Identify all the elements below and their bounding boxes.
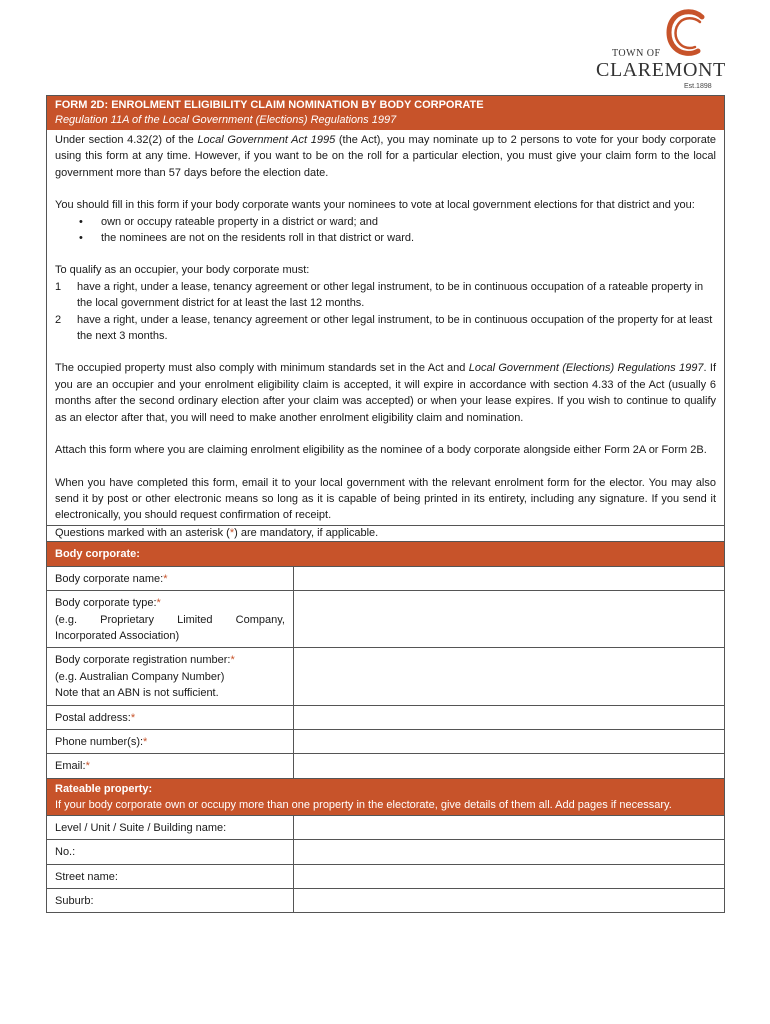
field-label: Level / Unit / Suite / Building name:: [47, 816, 294, 839]
form-title: FORM 2D: ENROLMENT ELIGIBILITY CLAIM NOMINATION BY BODY CORPORATE: [55, 99, 484, 111]
postal-address-field[interactable]: [294, 706, 724, 729]
instruction-paragraph-4: The occupied property must also comply with minimum standards set in the Act and Local Government (Elections) Regulations 1997. If you are an occupier and your enrolment eligibility claim is accepted, it will expire in accordance with section 4.33 of the Act (usually 6 months after the second ordinary election after your claim was accepted) or when your lease expires. If you wish to continue to qualify as an elector after that, you will need to make another enrolment eligibility claim and nomination.: [55, 362, 717, 424]
row-registration-number: [47, 648, 724, 705]
row-email: [47, 754, 724, 778]
row-body-corporate-type: [47, 591, 724, 648]
regulation-name: Local Government (Elections) Regulations 1997: [468, 362, 704, 375]
form-instructions: [47, 130, 724, 526]
list-item: • the nominees are not on the residents roll in that district or ward.: [101, 230, 716, 246]
field-label: Postal address:*: [47, 706, 294, 729]
row-street-name: [47, 865, 724, 889]
rateable-property-instructions: If your body corporate own or occupy more than one property in the electorate, give details of them all. Add pages if necessary.: [55, 798, 672, 811]
form-2d: [46, 95, 725, 913]
instruction-paragraph-3: To qualify as an occupier, your body corporate must:: [55, 264, 310, 277]
row-body-corporate-name: [47, 567, 724, 591]
section-rateable-property-heading: [47, 779, 724, 816]
street-name-field[interactable]: [294, 865, 724, 888]
suburb-field[interactable]: [294, 889, 724, 912]
form-header: [47, 96, 724, 130]
asterisk: *: [229, 526, 235, 539]
row-postal-address: [47, 706, 724, 730]
field-label: Street name:: [47, 865, 294, 888]
field-label: Email:*: [47, 754, 294, 777]
field-label: Body corporate name:*: [47, 567, 294, 590]
body-corporate-name-field[interactable]: [294, 567, 724, 590]
instruction-paragraph-6: When you have completed this form, email it to your local government with the relevant enrolment form for the elector. You may also send it by post or other electronic means so long as it is capable of being printed in its entirety, including any signature. If you send it electronically, you should request confirmation of receipt.: [55, 476, 716, 522]
phone-numbers-field[interactable]: [294, 730, 724, 753]
registration-number-field[interactable]: [294, 648, 724, 704]
field-label: Phone number(s):*: [47, 730, 294, 753]
email-field[interactable]: [294, 754, 724, 777]
instruction-paragraph-5: Attach this form where you are claiming enrolment eligibility as the nominee of a body corporate alongside either Form 2A or Form 2B.: [55, 444, 707, 457]
rateable-property-title: Rateable property:: [55, 782, 153, 795]
occupier-requirements-list: [55, 279, 716, 345]
town-logo: [590, 8, 726, 94]
street-number-field[interactable]: [294, 840, 724, 863]
mandatory-note: Questions marked with an asterisk (*) are mandatory, if applicable.: [47, 526, 724, 542]
building-name-field[interactable]: [294, 816, 724, 839]
field-label: Body corporate type:* (e.g. Proprietary Limited Company, Incorporated Association): [47, 591, 294, 647]
logo-town-of: TOWN OF: [612, 48, 661, 59]
row-phone-numbers: [47, 730, 724, 754]
field-label: Suburb:: [47, 889, 294, 912]
section-body-corporate-heading: Body corporate:: [47, 542, 724, 567]
instruction-paragraph-1: Under section 4.32(2) of the Local Government Act 1995 (the Act), you may nominate up to 2 persons to vote for your body corporate using this form at any time. However, if you want to be on the roll for a particular election, you must give your claim form to the local government more than 57 days before the election date.: [55, 134, 716, 179]
logo-claremont: CLAREMONT: [596, 59, 726, 81]
body-corporate-type-field[interactable]: [294, 591, 724, 647]
claremont-c-logo-icon: [664, 8, 710, 58]
row-suburb: [47, 889, 724, 912]
row-street-number: [47, 840, 724, 864]
logo-established: Est.1898: [684, 83, 712, 90]
field-label: Body corporate registration number:* (e.g. Australian Company Number) Note that an ABN is not sufficient.: [47, 648, 294, 704]
act-name: Local Government Act 1995: [197, 134, 336, 146]
list-item: 1 have a right, under a lease, tenancy agreement or other legal instrument, to be in continuous occupation of a rateable property in the local government district for at least the last 12 months.: [55, 280, 704, 310]
instruction-paragraph-2: You should fill in this form if your body corporate wants your nominees to vote at local government elections for that district and you:: [55, 199, 695, 212]
eligibility-list: [55, 214, 716, 247]
field-label: No.:: [47, 840, 294, 863]
list-item: 2 have a right, under a lease, tenancy agreement or other legal instrument, to be in continuous occupation of the property for at least the next 3 months.: [55, 313, 713, 343]
list-item: • own or occupy rateable property in a district or ward; and: [101, 214, 716, 230]
row-building-name: [47, 816, 724, 840]
form-subtitle: Regulation 11A of the Local Government (Elections) Regulations 1997: [55, 114, 397, 126]
